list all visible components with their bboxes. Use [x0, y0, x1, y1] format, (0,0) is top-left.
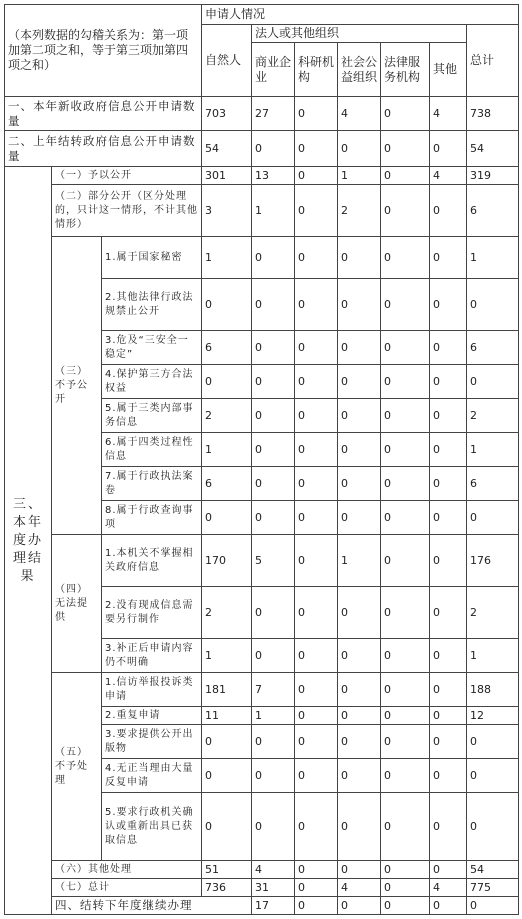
cell-value: 0 [430, 433, 467, 467]
cell-value: 17 [252, 897, 295, 915]
header-legal-group: 法人或其他组织 [252, 25, 467, 43]
cell-value: 0 [381, 639, 430, 673]
cell-value: 0 [430, 237, 467, 279]
cell-value: 4 [338, 97, 381, 131]
cell-value: 0 [430, 673, 467, 707]
header-legal-service: 法律服务机构 [381, 43, 430, 97]
cell-value: 0 [202, 501, 252, 535]
group-label: （五）不予处理 [52, 673, 102, 861]
cell-value: 0 [338, 793, 381, 861]
cell-value: 0 [467, 501, 519, 535]
cell-value: 0 [338, 331, 381, 365]
cell-value: 0 [295, 501, 338, 535]
cell-value: 2 [467, 587, 519, 639]
cell-value: 0 [338, 897, 381, 915]
row-label: 二、上年结转政府信息公开申请数量 [5, 131, 202, 167]
cell-value: 0 [338, 433, 381, 467]
cell-value: 0 [295, 97, 338, 131]
cell-value: 1 [467, 639, 519, 673]
table-row [5, 167, 519, 185]
cell-value: 170 [202, 535, 252, 587]
cell-value: 0 [430, 399, 467, 433]
cell-value: 0 [430, 131, 467, 167]
cell-value: 0 [381, 587, 430, 639]
row-label: 8.属于行政查询事项 [102, 501, 202, 535]
cell-value: 0 [430, 587, 467, 639]
cell-value: 0 [338, 759, 381, 793]
cell-value: 0 [381, 399, 430, 433]
cell-value: 0 [338, 467, 381, 501]
header-business: 商业企业 [252, 43, 295, 97]
row-label: 6.属于四类过程性信息 [102, 433, 202, 467]
row-label: 一、本年新收政府信息公开申请数量 [5, 97, 202, 131]
cell-value: 1 [467, 237, 519, 279]
cell-value: 54 [467, 861, 519, 879]
table-row [5, 185, 519, 237]
cell-value: 0 [295, 185, 338, 237]
cell-value: 1 [252, 707, 295, 725]
cell-value: 0 [430, 759, 467, 793]
cell-value: 0 [430, 897, 467, 915]
cell-value: 6 [202, 331, 252, 365]
cell-value: 6 [467, 467, 519, 501]
row-label: （七）总计 [52, 879, 202, 897]
cell-value: 0 [338, 501, 381, 535]
row-label: 3.危及“三安全一稳定” [102, 331, 202, 365]
cell-value: 0 [430, 279, 467, 331]
cell-value: 0 [338, 131, 381, 167]
cell-value: 1 [338, 535, 381, 587]
cell-value: 0 [467, 793, 519, 861]
cell-value: 0 [381, 97, 430, 131]
table-row [5, 131, 519, 167]
cell-value: 1 [252, 185, 295, 237]
cell-value: 0 [252, 331, 295, 365]
header-other: 其他 [430, 43, 467, 97]
cell-value: 736 [202, 879, 252, 897]
row-label: 2.没有现成信息需要另行制作 [102, 587, 202, 639]
row-label: 3.补正后申请内容仍不明确 [102, 639, 202, 673]
cell-value: 0 [252, 759, 295, 793]
cell-value: 54 [202, 131, 252, 167]
cell-value: 0 [295, 897, 338, 915]
cell-value: 0 [295, 131, 338, 167]
cell-value: 0 [295, 879, 338, 897]
cell-value: 0 [252, 725, 295, 759]
cell-value: 0 [295, 861, 338, 879]
cell-value: 0 [381, 331, 430, 365]
cell-value: 703 [202, 97, 252, 131]
table-row [5, 879, 519, 897]
cell-value: 0 [338, 725, 381, 759]
cell-value: 31 [252, 879, 295, 897]
row-label: 4.无正当理由大量反复申请 [102, 759, 202, 793]
cell-value: 0 [252, 587, 295, 639]
cell-value: 0 [430, 331, 467, 365]
cell-value: 0 [381, 759, 430, 793]
cell-value: 181 [202, 673, 252, 707]
row-label: 4.保护第三方合法权益 [102, 365, 202, 399]
cell-value: 0 [338, 861, 381, 879]
cell-value: 0 [252, 399, 295, 433]
cell-value: 0 [430, 707, 467, 725]
cell-value: 27 [252, 97, 295, 131]
cell-value: 0 [381, 707, 430, 725]
cell-value: 0 [381, 879, 430, 897]
cell-value: 0 [338, 237, 381, 279]
cell-value: 4 [430, 167, 467, 185]
cell-value: 51 [202, 861, 252, 879]
cell-value: 0 [430, 861, 467, 879]
cell-value: 1 [467, 433, 519, 467]
cell-value: 0 [430, 535, 467, 587]
cell-value: 738 [467, 97, 519, 131]
cell-value: 0 [430, 725, 467, 759]
cell-value: 7 [252, 673, 295, 707]
cell-value: 11 [202, 707, 252, 725]
cell-value: 0 [295, 331, 338, 365]
cell-value: 0 [381, 467, 430, 501]
cell-value: 4 [252, 861, 295, 879]
cell-value: 319 [467, 167, 519, 185]
cell-value: 0 [252, 237, 295, 279]
cell-value: 0 [295, 167, 338, 185]
cell-value: 0 [202, 759, 252, 793]
cell-value: 188 [467, 673, 519, 707]
cell-value: 0 [467, 759, 519, 793]
cell-value: 0 [252, 365, 295, 399]
cell-value: 0 [381, 673, 430, 707]
header-total: 总计 [467, 25, 519, 97]
cell-value: 0 [295, 725, 338, 759]
row-label: 1.属于国家秘密 [102, 237, 202, 279]
cell-value: 0 [381, 131, 430, 167]
cell-value: 0 [252, 433, 295, 467]
cell-value: 2 [467, 399, 519, 433]
cell-value: 0 [295, 673, 338, 707]
row-label: 2.重复申请 [102, 707, 202, 725]
table-row [5, 861, 519, 879]
cell-value: 0 [338, 587, 381, 639]
group-label: （四）无法提供 [52, 535, 102, 673]
row-label: （二）部分公开（区分处理的，只计这一情形，不计其他情形） [52, 185, 202, 237]
cell-value: 0 [252, 639, 295, 673]
table-row [5, 897, 519, 915]
cell-value: 0 [295, 279, 338, 331]
cell-value: 0 [381, 861, 430, 879]
table-row [5, 237, 519, 279]
header-note: （本列数据的勾稽关系为：第一项加第二项之和，等于第三项加第四项之和） [5, 5, 202, 97]
row-label: 四、结转下年度继续办理 [52, 897, 252, 915]
row-label: 7.属于行政执法案卷 [102, 467, 202, 501]
row-label: 2.其他法律行政法规禁止公开 [102, 279, 202, 331]
cell-value: 0 [381, 185, 430, 237]
cell-value: 13 [252, 167, 295, 185]
cell-value: 0 [252, 501, 295, 535]
cell-value: 0 [381, 725, 430, 759]
cell-value: 0 [202, 279, 252, 331]
header-social: 社会公益组织 [338, 43, 381, 97]
cell-value: 0 [430, 639, 467, 673]
cell-value: 6 [467, 331, 519, 365]
cell-value: 1 [202, 237, 252, 279]
cell-value: 0 [381, 501, 430, 535]
cell-value: 0 [252, 279, 295, 331]
cell-value: 301 [202, 167, 252, 185]
cell-value: 2 [202, 587, 252, 639]
row-label: 5.要求行政机关确认或重新出具已获取信息 [102, 793, 202, 861]
cell-value: 0 [295, 639, 338, 673]
cell-value: 2 [202, 399, 252, 433]
cell-value: 0 [430, 185, 467, 237]
cell-value: 0 [430, 365, 467, 399]
cell-value: 0 [295, 399, 338, 433]
cell-value: 0 [381, 237, 430, 279]
cell-value: 0 [381, 433, 430, 467]
cell-value: 0 [295, 365, 338, 399]
cell-value: 0 [202, 793, 252, 861]
cell-value: 0 [295, 759, 338, 793]
cell-value: 0 [381, 535, 430, 587]
cell-value: 2 [338, 185, 381, 237]
cell-value: 0 [295, 707, 338, 725]
cell-value: 0 [338, 279, 381, 331]
cell-value: 0 [252, 131, 295, 167]
table-row [5, 673, 519, 707]
cell-value: 176 [467, 535, 519, 587]
cell-value: 0 [381, 279, 430, 331]
cell-value: 1 [202, 639, 252, 673]
table-row [5, 97, 519, 131]
cell-value: 0 [430, 793, 467, 861]
cell-value: 4 [430, 97, 467, 131]
table-row [5, 535, 519, 587]
cell-value: 0 [252, 467, 295, 501]
cell-value: 0 [430, 501, 467, 535]
cell-value: 4 [338, 879, 381, 897]
row-label: 5.属于三类内部事务信息 [102, 399, 202, 433]
cell-value: 6 [202, 467, 252, 501]
cell-value: 1 [338, 167, 381, 185]
cell-value: 12 [467, 707, 519, 725]
cell-value: 0 [381, 365, 430, 399]
cell-value: 1 [202, 433, 252, 467]
cell-value: 0 [467, 897, 519, 915]
cell-value: 0 [252, 793, 295, 861]
cell-value: 0 [295, 467, 338, 501]
cell-value: 0 [338, 707, 381, 725]
cell-value: 0 [381, 793, 430, 861]
cell-value: 0 [295, 433, 338, 467]
cell-value: 775 [467, 879, 519, 897]
row-label: （六）其他处理 [52, 861, 202, 879]
cell-value: 5 [252, 535, 295, 587]
cell-value: 0 [202, 725, 252, 759]
cell-value: 0 [467, 365, 519, 399]
cell-value: 0 [295, 535, 338, 587]
statistics-table [4, 4, 519, 915]
cell-value: 0 [338, 673, 381, 707]
cell-value: 0 [338, 399, 381, 433]
row-label: （一）予以公开 [52, 167, 202, 185]
row-label: 1.本机关不掌握相关政府信息 [102, 535, 202, 587]
cell-value: 0 [338, 639, 381, 673]
cell-value: 0 [430, 467, 467, 501]
row-label: 1.信访举报投诉类申请 [102, 673, 202, 707]
cell-value: 0 [202, 365, 252, 399]
header-natural-person: 自然人 [202, 25, 252, 97]
section-3-label: 三、本年度办理结果 [5, 167, 52, 915]
cell-value: 4 [430, 879, 467, 897]
cell-value: 54 [467, 131, 519, 167]
cell-value: 0 [381, 167, 430, 185]
cell-value: 0 [295, 793, 338, 861]
cell-value: 0 [295, 237, 338, 279]
cell-value: 0 [338, 365, 381, 399]
header-research: 科研机构 [295, 43, 338, 97]
group-label: （三）不予公开 [52, 237, 102, 535]
cell-value: 3 [202, 185, 252, 237]
cell-value: 0 [381, 897, 430, 915]
cell-value: 6 [467, 185, 519, 237]
row-label: 3.要求提供公开出版物 [102, 725, 202, 759]
header-applicant: 申请人情况 [202, 5, 519, 25]
cell-value: 0 [295, 587, 338, 639]
cell-value: 0 [467, 725, 519, 759]
cell-value: 0 [467, 279, 519, 331]
